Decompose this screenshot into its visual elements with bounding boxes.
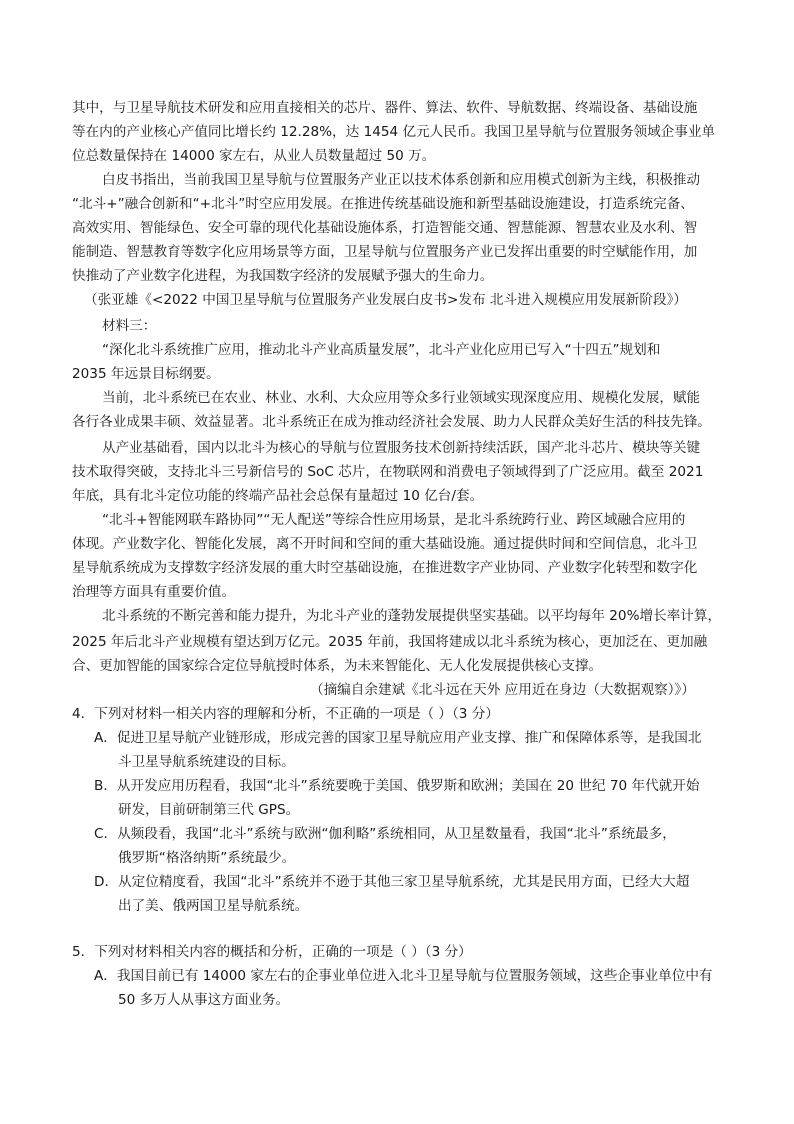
paragraph-line: 高效实用、智能绿色、安全可靠的现代化基础设施体系，打造智能交通、智慧能源、智慧农业及水利、智 [72,220,698,236]
option-b: B．从开发应用历程看，我国“北斗”系统要晚于美国、俄罗斯和欧洲；美国在 20 世纪 70 年代就开始 [94,778,700,794]
source-citation: （张亚雄《<2022 中国卫星导航与位置服务产业发展白皮书>发布 北斗进入规模应用发展新阶段》） [84,292,687,308]
paragraph-line: 各行各业成果丰硕、效益显著。北斗系统正在成为推动经济社会发展、助力人民群众美好生活的科技先锋。 [72,414,711,430]
paragraph-line: 位总数量保持在 14000 家左右，从业人员数量超过 50 万。 [72,148,436,164]
paragraph-line: “北斗+”融合创新和“+北斗”时空应用发展。在推进传统基础设施和新型基础设施建设，打造系统完备、 [72,196,694,212]
paragraph-line: 体现。产业数字化、智能化发展，离不开时间和空间的重大基础设施。通过提供时间和空间信息，北斗卫 [72,536,698,552]
option-a: A．我国目前已有 14000 家左右的企事业单位进入北斗卫星导航与位置服务领域，这些企事业单位中有 [94,968,713,984]
paragraph-line: 星导航系统成为支撑数字经济发展的重大时空基础设施，在推进数字产业协同、产业数字化转型和数字化 [72,560,698,576]
paragraph-line: “深化北斗系统推广应用，推动北斗产业高质量发展”，北斗产业化应用已写入“十四五”规划和 [102,342,661,358]
paragraph-line: 北斗系统的不断完善和能力提升，为北斗产业的蓬勃发展提供坚实基础。以平均每年 20%增长率计算， [102,608,722,624]
paragraph-line: 当前，北斗系统已在农业、林业、水利、大众应用等众多行业领域实现深度应用、规模化发展，赋能 [102,390,701,406]
question-stem: 5．下列对材料相关内容的概括和分析，正确的一项是（ ）（3 分） [72,944,472,960]
paragraph-line: 其中，与卫星导航技术研发和应用直接相关的芯片、器件、算法、软件、导航数据、终端设备、基础设施 [72,100,698,116]
option-c-continued: 俄罗斯“格洛纳斯”系统最少。 [118,850,296,866]
paragraph-line: 2035 年远景目标纲要。 [72,366,220,382]
paragraph-line: 快推动了产业数字化进程，为我国数字经济的发展赋予强大的生命力。 [72,268,494,284]
source-citation: （摘编自余建斌《北斗远在天外 应用近在身边（大数据观察）》） [310,682,695,698]
option-a-continued: 50 多万人从事这方面业务。 [118,992,290,1008]
option-a: A．促进卫星导航产业链形成，形成完善的国家卫星导航应用产业支撑、推广和保障体系等，是我国北 [94,730,702,746]
paragraph-line: 年底，具有北斗定位功能的终端产品社会总保有量超过 10 亿台/套。 [72,488,484,504]
section-heading: 材料三： [102,318,157,334]
option-b-continued: 研发，目前研制第三代 GPS。 [118,802,300,818]
paragraph-line: 技术取得突破，支持北斗三号新信号的 SoC 芯片，在物联网和消费电子领域得到了广泛应用。截至 2021 [72,464,704,480]
paragraph-line: 2025 年后北斗产业规模有望达到万亿元。2035 年前，我国将建成以北斗系统为核心，更加泛在、更加融 [72,634,708,650]
paragraph-line: “北斗+智能网联车路协同”“无人配送”等综合性应用场景，是北斗系统跨行业、跨区域融合应用的 [102,512,686,528]
paragraph-line: 等在内的产业核心产值同比增长约 12.28%，达 1454 亿元人民币。我国卫星导航与位置服务领域企事业单 [72,124,716,140]
option-c: C．从频段看，我国“北斗”系统与欧洲“伽利略”系统相同，从卫星数量看，我国“北斗”系统最多， [94,826,676,842]
option-d: D．从定位精度看，我国“北斗”系统并不逊于其他三家卫星导航系统，尤其是民用方面，已经大大超 [94,874,690,890]
option-d-continued: 出了美、俄两国卫星导航系统。 [118,898,309,914]
question-stem: 4．下列对材料一相关内容的理解和分析，不正确的一项是（ ）（3 分） [72,706,499,722]
paragraph-line: 能制造、智慧教育等数字化应用场景等方面，卫星导航与位置服务产业已发挥出重要的时空赋能作用，加 [72,244,698,260]
paragraph-line: 白皮书指出，当前我国卫星导航与位置服务产业正以技术体系创新和应用模式创新为主线，积极推动 [102,172,701,188]
paragraph-line: 合、更加智能的国家综合定位导航授时体系，为未来智能化、无人化发展提供核心支撑。 [72,658,603,674]
paragraph-line: 治理等方面具有重要价值。 [72,584,236,600]
paragraph-line: 从产业基础看，国内以北斗为核心的导航与位置服务技术创新持续活跃，国产北斗芯片、模块等关键 [102,440,701,456]
option-a-continued: 斗卫星导航系统建设的目标。 [118,754,295,770]
